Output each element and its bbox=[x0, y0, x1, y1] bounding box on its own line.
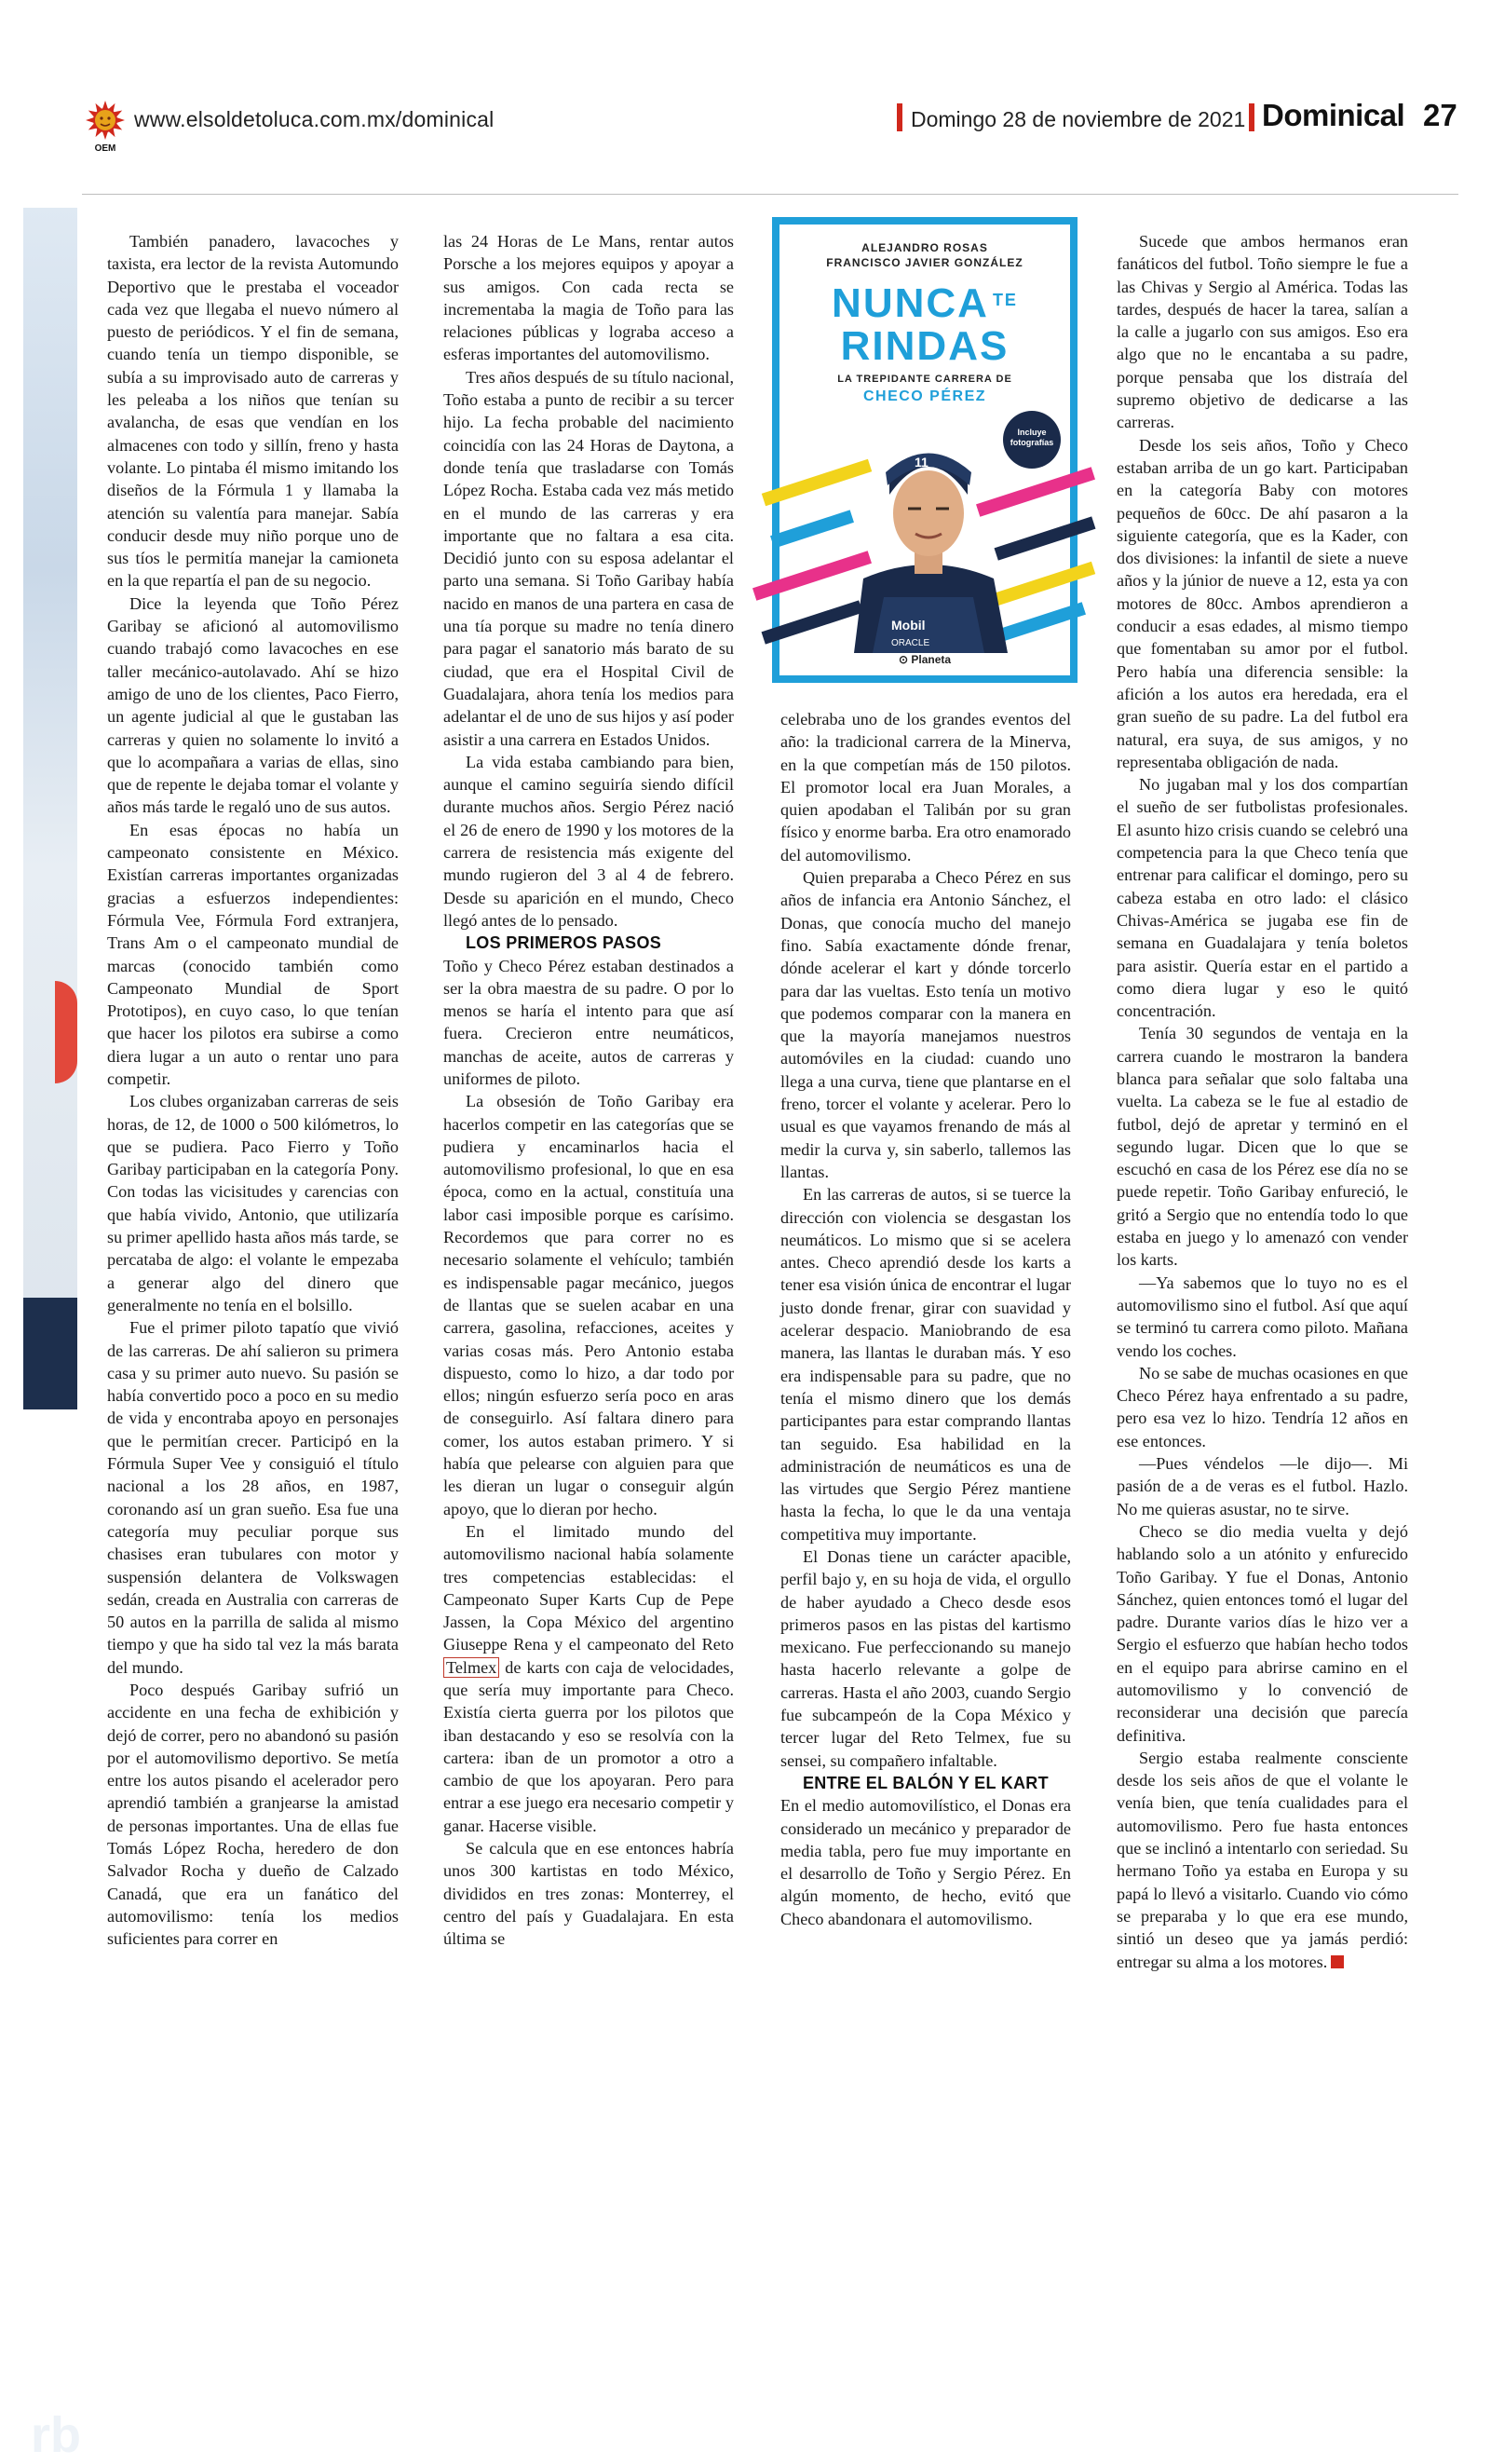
header-rule bbox=[82, 194, 1458, 195]
section-name: Dominical bbox=[1262, 98, 1405, 132]
paragraph: Los clubes organizaban carreras de seis horas, de 12, de 1000 o 500 kilómetros, lo que se pudiera. Paco Fierro y Toño Garibay participaban en la categoría Pony. Con todas las vicisitudes y carencias con que había vivido, Antonio, que utilizaría su primer apellido hasta años más tarde, se percataba de algo: el volante le empezaba a generar algo del dinero que generalmente no tenía en el bolsillo. bbox=[107, 1092, 399, 1314]
sponsor-oracle: ORACLE bbox=[891, 638, 930, 648]
logo-label: OEM bbox=[94, 143, 116, 154]
book-cover-inner bbox=[779, 225, 1070, 675]
edge-photo-dark-band bbox=[23, 1298, 81, 2463]
text-run: Sergio estaba realmente consciente desde los seis años de que el volante le venía bien, que tenía cualidades para el automovilismo. Pero fue hasta entonces que se inclinó a intentarlo con seriedad. Su hermano Toño ya estaba en Europa y su papá lo llevó a visitarlo. Cuando vio cómo se preparaba y lo que era ese mundo, sintió un deseo que ya jamás perdió: entregar su alma a los motores. bbox=[1117, 1748, 1408, 1971]
paragraph: La obsesión de Toño Garibay era hacerlos competir en las categorías que se pudiera y encaminarlos hacia el automovilismo profesional, lo que en esa época, como en la actual, constituía una labor casi imposible porque es carísimo. Recordemos que para correr no es necesario solamente el vehículo; también es indispensable pagar mecánico, juegos de llantas que se suelen acabar en una carrera, gasolina, refacciones, aceites y varias cosas más. Pero Antonio estaba dispuesto, como lo hizo, a dar todo por ellos; ningún esfuerzo sería poco en aras de conseguirlo. Así faltara dinero para comer, los autos estaban primero. Y si había que pelearse con alguien para que les dieran un lugar o conseguir algún apoyo, que lo dieran por hecho. bbox=[443, 1092, 734, 1518]
section-divider bbox=[1249, 103, 1254, 131]
book-cover-image bbox=[772, 217, 1078, 683]
book-subject: CHECO PÉREZ bbox=[862, 388, 987, 404]
paragraph: Quien preparaba a Checo Pérez en sus años de infancia era Antonio Sánchez, el Donas, que conocía mucho del manejo fino. Sabía exactamente dónde frenar, dónde acelerar el kart y dónde torcerlo para dar las vueltas. Esto tenía un motivo que podemos comparar con la manera en que la mayoría manejamos nuestros automóviles en la ciudad: cuando uno llega a una curva, tiene que plantarse en el freno, torcer el volante y acelerar. Pero lo usual es que vayamos frenando de más al medir la curva y, sin saberlo, tallemos las llantas. bbox=[780, 868, 1071, 1181]
paragraph: Desde los seis años, Toño y Checo estaban arriba de un go kart. Participaban en la categoría Baby con motores pequeños de 60cc. De ahí pasaron a la siguiente categoría, que es la Kader, con dos divisiones: la infantil de siete a nueve años y la júnior de nueve a 12, esta ya con motores de 80cc. Ambos aprendieron a conducir a esas edades, al mismo tiempo que fomentaban su amor por el futbol. Pero había una diferencia sensible: la afición a los autos era heredada, era el gran sueño de su padre. La del futbol era natural, era suya, de sus amigos, y no representaba obligación de nada. bbox=[1117, 435, 1408, 771]
book-author-2: FRANCISCO JAVIER GONZÁLEZ bbox=[826, 256, 1023, 269]
sponsor-mobil: Mobil bbox=[891, 618, 926, 633]
text-run: de karts con caja de velocidades, que sería muy importante para Checo. Existía cierta guerra por los pilotos que iban destacando y eso se resolvía con la cartera: iban de un promotor a otro a cambio de que los apoyaran. Pero para entrar a ese juego era necesario competir y ganar. Hacerse visible. bbox=[443, 1657, 734, 1835]
article-column-2 bbox=[443, 230, 734, 1951]
article-column-3 bbox=[780, 708, 1071, 1930]
paragraph: También panadero, lavacoches y taxista, era lector de la revista Automundo Deportivo que le prestaba el voceador cada vez que llegaba el nuevo número al puesto de periódicos. Y el fin de semana, cuando tenía un tiempo disponible, se subía a su improvisado auto de carreras y les peleaba a los niños que tenían su avalancha, de esas que vendían en los almacenes con todo y sillín, freno y hasta volante. Lo pintaba él mismo imitando los diseños de la Fórmula 1 y llamaba la atención su valentía para manejar. Sabía conducir desde muy niño porque uno de sus tíos le permitía manejar la camioneta en la que repartía el pan de su negocio. bbox=[107, 232, 399, 591]
book-author-1: ALEJANDRO ROSAS bbox=[861, 241, 988, 254]
driver-portrait-icon bbox=[835, 420, 1022, 653]
subheading-primeros-pasos: LOS PRIMEROS PASOS bbox=[466, 933, 662, 953]
paragraph: Tenía 30 segundos de ventaja en la carrera cuando le mostraron la bandera blanca para señalar que solo faltaba una vuelta. La cabeza se le fue al estadio de futbol, dejó de apretar y terminó en el segundo lugar. Dicen que lo que se escuchó en casa de los Pérez ese día no se puede repetir. Toño Garibay enfureció, le gritó a Sergio que no entendía todo lo que estaba en juego y lo amenazó con vender los karts. bbox=[1117, 1024, 1408, 1270]
article-column-4 bbox=[1117, 230, 1408, 1973]
book-title-word: NUNCA bbox=[832, 280, 989, 326]
paragraph: Tres años después de su título nacional, Toño estaba a punto de recibir a su tercer hijo. La fecha probable del nacimiento coincidía con las 24 Horas de Daytona, a donde tenía que trasladarse con Tomás López Rocha. Estaba cada vez más metido en el mundo de las carreras y era importante que no faltara a esa cita. Decidió junto con su esposa adelantar el parto una semana. Si Toño Garibay había nacido en manos de una partera en casa de una tía porque su madre no tenía dinero para pagar el sanatorio más barato de su ciudad, que era el Hospital Civil de Guadalajara, ahora tenía los medios para adelantar el de uno de sus hijos y así poder asistir a una carrera en Estados Unidos. bbox=[443, 367, 734, 749]
paragraph: El Donas tiene un carácter apacible, perfil bajo y, en su hoja de vida, el orgullo de haber ayudado a Checo desde esos primeros pasos en las pistas del kartismo mexicano. Fue perfeccionando su manejo hasta hacerlo relevante a golpe de carreras. Hasta el año 2003, cuando Sergio fue subcampeón de la Copa México y tercer lugar del Reto Telmex, fue su sensei, su compañero infaltable. bbox=[780, 1546, 1071, 1770]
article-column-1 bbox=[107, 230, 399, 1951]
paragraph: Checo se dio media vuelta y dejó hablando solo a un atónito y enfurecido Toño Garibay. Y fue el Donas, Antonio Sánchez, quien entonces tomó el lugar del padre. Durante varios días le hizo ver a Sergio el esfuerzo que habían hecho todos en el equipo para abrirse camino en el automovilismo y lo convenció de reconsiderar una decisión que parecía definitiva. bbox=[1117, 1521, 1408, 1745]
paragraph bbox=[443, 1520, 734, 1837]
paragraph: No jugaban mal y los dos compartían el sueño de ser futbolistas profesionales. El asunto hizo crisis cuando se celebró una competencia para la que Checo tenía que entrenar para calificar el domingo, pero su cabeza estaba en otro lado: el clásico Chivas-América se jugaba ese fin de semana en Guadalajara y tenía boletos para asistir. Quería estar en el partido a como diera lugar y eso le quitó concentración. bbox=[1117, 775, 1408, 1021]
book-title-line-2: RINDAS bbox=[840, 323, 1010, 369]
edge-photo-text: rb bbox=[31, 2407, 81, 2463]
planeta-logo-icon: ⊙ bbox=[898, 653, 909, 666]
end-of-article-icon bbox=[1331, 1955, 1344, 1968]
book-publisher bbox=[779, 653, 1070, 666]
page-header bbox=[0, 88, 1491, 154]
paragraph: La vida estaba cambiando para bien, aunque el camino seguiría siendo difícil durante muchos años. Sergio Pérez nació el 26 de enero de 1990 y los motores de la carrera de resistencia más exigente del mundo rugieron del 3 al 4 de febrero. Desde su aparición en el mundo, Checo llegó antes de lo pensado. bbox=[443, 752, 734, 930]
subheading-balon-kart: ENTRE EL BALÓN Y EL KART bbox=[803, 1773, 1049, 1792]
paragraph: Dice la leyenda que Toño Pérez Garibay se aficionó al automovilismo cuando trabajó como lavacoches en ese taller mecánico-autolavado. Ahí se hizo amigo de uno de los clientes, Paco Fierro, un agente judicial al que le gustaban las carreras y quien no solamente lo invitó a que lo acompañara a varias de ellas, sino que de repente le dejaba tomar el volante y años más tarde le regaló uno de sus autos. bbox=[107, 593, 399, 817]
paragraph: En esas épocas no había un campeonato consistente en México. Existían carreras importantes organizadas gracias a esfuerzos independientes: Fórmula Vee, Fórmula Ford extranjera, Trans Am o el campeonato mundial de marcas (conocido también como Campeonato Mundial de Sport Prototipos), en cuyo caso, lo que tenían que hacer los pilotos era subirse a como diera lugar a un auto o rentar uno para competir. bbox=[107, 820, 399, 1088]
paragraph: Fue el primer piloto tapatío que vivió de las carreras. De ahí salieron su primera casa y su primer auto nuevo. Su pasión se había convertido poco a poco en su medio de vida y encontraba apoyo en personajes que le permitían crecer. Participó en la Fórmula Super Vee y consiguió el título nacional a los 28 años, en 1987, coronando así un gran sueño. Esa fue una categoría muy peculiar porque sus chasises eran tubulares con motor y suspensión delantera de Volkswagen sedán, creada en Australia con carreras de 50 autos en la parrilla de salida al mismo tiempo y que ha sido tal vez la más barata del mundo. bbox=[107, 1318, 399, 1677]
paragraph: Poco después Garibay sufrió un accidente en una fecha de exhibición y dejó de correr, pero no abandonó su pasión por el automovilismo deportivo. Se metía entre los autos pisando el acelerador pero aprendió también a granjearse la amistad de personas importantes. Una de ellas fue Tomás López Rocha, heredero de don Salvador Rocha y dueño de Calzado Canadá, que era un fanático del automovilismo: tenía los medios suficientes para correr en bbox=[107, 1681, 399, 1949]
paragraph: las 24 Horas de Le Mans, rentar autos Porsche a los mejores equipos y apoyar a sus amigos. Con cada recta se incrementaba la magia de Toño para las relaciones públicas y lograba acceso a esferas importantes del automovilismo. bbox=[443, 232, 734, 364]
paragraph: Sucede que ambos hermanos eran fanáticos del futbol. Toño siempre le fue a las Chivas y Sergio al América. Todas las tardes, después de hacer la tarea, salían a la calle a jugarlo con sus amigos. Eso era algo que no le encantaba a su padre, porque pensaba que los distraía del supremo objetivo de dedicarse a las carreras. bbox=[1117, 232, 1408, 432]
paragraph: En las carreras de autos, si se tuerce la dirección con violencia se desgastan los neumáticos. Lo mismo que si se acelera antes. Checo aprendió desde los karts a tener esa visión única de encontrar el lugar justo donde frenar, girar con suavidad y acelerar despacio. Maniobrando de esa manera, las llantas le duraban más. Y eso era indispensable para su padre, que no tenía el mismo dinero que los demás participantes para estar comprando llantas tan seguido. Esa habilidad en la administración de neumáticos es una de las virtudes que Sergio Pérez mantiene hasta la fecha, lo que le da una ventaja competitiva muy importante. bbox=[780, 1185, 1071, 1544]
issue-date: Domingo 28 de noviembre de 2021 bbox=[911, 107, 1246, 131]
edge-photo-red-shape bbox=[55, 981, 77, 1083]
date-divider bbox=[897, 103, 902, 131]
book-title-line-1 bbox=[779, 280, 1070, 327]
paragraph: No se sabe de muchas ocasiones en que Checo Pérez haya enfrentado a su padre, pero esa vez lo hizo. Tendría 12 años en ese entonces. bbox=[1117, 1363, 1408, 1450]
book-title-te: TE bbox=[992, 291, 1018, 309]
sun-logo-icon bbox=[82, 100, 129, 154]
book-subtitle: LA TREPIDANTE CARRERA DE bbox=[837, 374, 1012, 385]
page-number: 27 bbox=[1423, 98, 1457, 132]
book-badge: Incluye fotografías bbox=[1003, 411, 1061, 469]
paragraph: —Pues véndelos —le dijo—. Mi pasión de a de veras es el futbol. Hazlo. No me quieras asustar, no te sirve. bbox=[1117, 1454, 1408, 1518]
paragraph bbox=[1117, 1747, 1408, 1973]
highlighted-term: Telmex bbox=[443, 1657, 499, 1678]
paragraph: Toño y Checo Pérez estaban destinados a ser la obra maestra de su padre. O por lo menos se haría el intento para que así fuera. Crecieron entre neumáticos, manchas de aceite, autos de carreras y uniformes de piloto. bbox=[443, 956, 734, 1088]
car-number: 11 bbox=[915, 455, 928, 470]
paragraph: celebraba uno de los grandes eventos del año: la tradicional carrera de la Minerva, en la que competían más de 150 pilotos. El promotor local era Juan Morales, a quien apodaban el Talibán por su gran físico y enorme barba. Era otro enamorado del automovilismo. bbox=[780, 710, 1071, 864]
paragraph: En el medio automovilístico, el Donas era considerado un mecánico y preparador de media tabla, pero fue muy importante en el desarrollo de Toño y Sergio Pérez. En algún momento, de hecho, evitó que Checo abandonara el automovilismo. bbox=[780, 1796, 1071, 1928]
paragraph: —Ya sabemos que lo tuyo no es el automovilismo sino el futbol. Así que aquí se terminó tu carrera como piloto. Mañana vendo los coches. bbox=[1117, 1273, 1408, 1360]
site-url-link[interactable]: www.elsoldetoluca.com.mx/dominical bbox=[134, 107, 495, 131]
edge-photo bbox=[23, 208, 81, 2463]
paragraph: Se calcula que en ese entonces habría unos 300 kartistas en todo México, divididos en tres zonas: Monterrey, el centro del país y Guadalajara. En esta última se bbox=[443, 1839, 734, 1949]
text-run: En el limitado mundo del automovilismo nacional había solamente tres competencias establecidas: el Campeonato Super Karts Cup de Pepe Jassen, la Copa México del argentino Giuseppe Rena y el campeonato del Reto bbox=[443, 1521, 734, 1654]
publisher-name: Planeta bbox=[911, 653, 952, 666]
